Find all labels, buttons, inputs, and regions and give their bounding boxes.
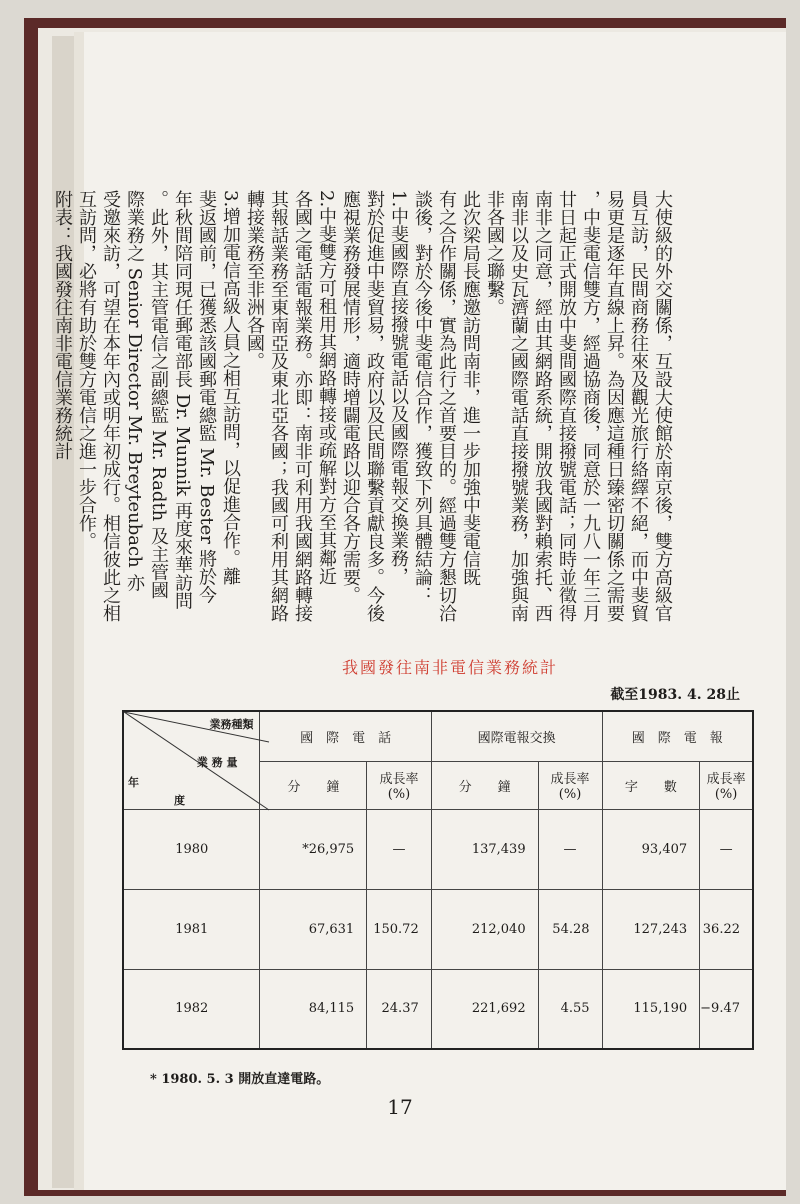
subheader: 字 數 [602, 761, 700, 809]
subheader: 成長率 (%) [700, 761, 753, 809]
statistics-table [122, 710, 754, 1050]
value-cell: 4.55 [538, 969, 602, 1049]
text-column: 互訪問，必將有助於雙方電信之進一步合作。 [76, 190, 97, 550]
value-cell: — [700, 809, 753, 889]
table-row [123, 969, 753, 1049]
text-column: 員互訪，民間商務往來及觀光旅行絡繹不絕，而中斐貿 [628, 190, 649, 622]
page-number: 17 [387, 1095, 413, 1119]
value-cell: — [538, 809, 602, 889]
text-column: 各國之電話電報業務。亦即：南非可利用我國網路轉接 [292, 190, 313, 622]
table-title: 我國發往南非電信業務統計 [341, 658, 558, 677]
text-column: 3.增加電信高級人員之相互訪問，以促進合作。離 [220, 190, 241, 586]
as-of-date: 截至1983. 4. 28止 [610, 687, 740, 703]
value-cell: 67,631 [260, 889, 367, 969]
value-cell: — [367, 809, 432, 889]
text-column: 此次梁局長應邀訪問南非，進一步加強中斐電信既 [460, 190, 481, 586]
subheader: 分 鐘 [260, 761, 367, 809]
value-cell: 212,040 [431, 889, 538, 969]
year-cell: 1980 [123, 809, 260, 889]
value-cell: *26,975 [260, 809, 367, 889]
subheader: 成長率 (%) [538, 761, 602, 809]
text-column: 。此外，其主管電信之副總監 Mr. Radth 及主管國 [148, 190, 169, 599]
value-cell: 24.37 [367, 969, 432, 1049]
text-column: 年秋間陪同現任郵電部長 Dr. Munnik 再度來華訪問 [172, 190, 193, 610]
text-column: 非各國之聯繫。 [484, 190, 505, 316]
text-column: 轉接業務至非洲各國。 [244, 190, 265, 370]
text-column: 廿日起正式開放中斐間國際直接撥號電話；同時並徵得 [556, 190, 577, 622]
subheader: 分 鐘 [431, 761, 538, 809]
subheader: 成長率 (%) [367, 761, 432, 809]
year-cell: 1982 [123, 969, 260, 1049]
text-column: 受邀來訪，可望在本年內或明年初成行。相信彼此之相 [100, 190, 121, 622]
corner-year-label-2: 度 [174, 794, 185, 807]
text-column: 南非之同意，經由其網路系統，開放我國對賴索托、西 [532, 190, 553, 622]
group-header: 國際電報交換 [431, 711, 602, 761]
corner-volume-label: 業 務 量 [196, 756, 238, 769]
table-header-row [123, 711, 753, 761]
group-header: 國 際 電 話 [260, 711, 431, 761]
text-column: ，中斐電信雙方，經過協商後，同意於一九八一年三月 [580, 190, 601, 622]
value-cell: −9.47 [700, 969, 753, 1049]
text-column: 易更是逐年直線上昇。為因應這種日臻密切關係之需要 [604, 190, 625, 622]
corner-type-label: 業務種類 [209, 718, 254, 731]
text-column: 其報話業務至東南亞及東北亞各國；我國可利用其網路 [268, 190, 289, 622]
year-cell: 1981 [123, 889, 260, 969]
value-cell: 150.72 [367, 889, 432, 969]
table-footnote: * 1980. 5. 3 開放直達電路。 [150, 1072, 330, 1087]
text-column: 附表：我國發往南非電信業務統計 [52, 190, 73, 460]
table-row [123, 809, 753, 889]
text-column: 南非以及史瓦濟蘭之國際電話直接撥號業務，加強與南 [508, 190, 529, 622]
value-cell: 36.22 [700, 889, 753, 969]
value-cell: 84,115 [260, 969, 367, 1049]
body-text [52, 190, 673, 670]
text-column: 斐返國前，已獲悉該國郵電總監 Mr. Bester 將於今 [196, 190, 217, 604]
text-column: 際業務之 Senior Director Mr. Breyteubach 亦 [124, 190, 145, 592]
table-row [123, 889, 753, 969]
text-column: 對於促進中斐貿易，政府以及民間聯繫貢獻良多。今後 [364, 190, 385, 622]
text-column: 大使級的外交關係，互設大使館於南京後，雙方高級官 [652, 190, 673, 622]
value-cell: 54.28 [538, 889, 602, 969]
group-header: 國 際 電 報 [602, 711, 753, 761]
value-cell: 127,243 [602, 889, 700, 969]
text-column: 應視業務發展情形，適時增闢電路以迎合各方需要。 [340, 190, 361, 604]
value-cell: 93,407 [602, 809, 700, 889]
text-column: 談後，對於今後中斐電信合作，獲致下列具體結論： [412, 190, 433, 604]
text-column: 有之合作關係，實為此行之首要目的。經過雙方懇切洽 [436, 190, 457, 622]
value-cell: 137,439 [431, 809, 538, 889]
text-column: 2.中斐雙方可租用其網路轉接或疏解對方至其鄰近 [316, 190, 337, 586]
value-cell: 221,692 [431, 969, 538, 1049]
text-column: 1.中斐國際直接撥號電話以及國際電報交換業務， [388, 190, 409, 586]
corner-cell [123, 711, 260, 809]
corner-year-label-1: 年 [128, 776, 139, 789]
value-cell: 115,190 [602, 969, 700, 1049]
